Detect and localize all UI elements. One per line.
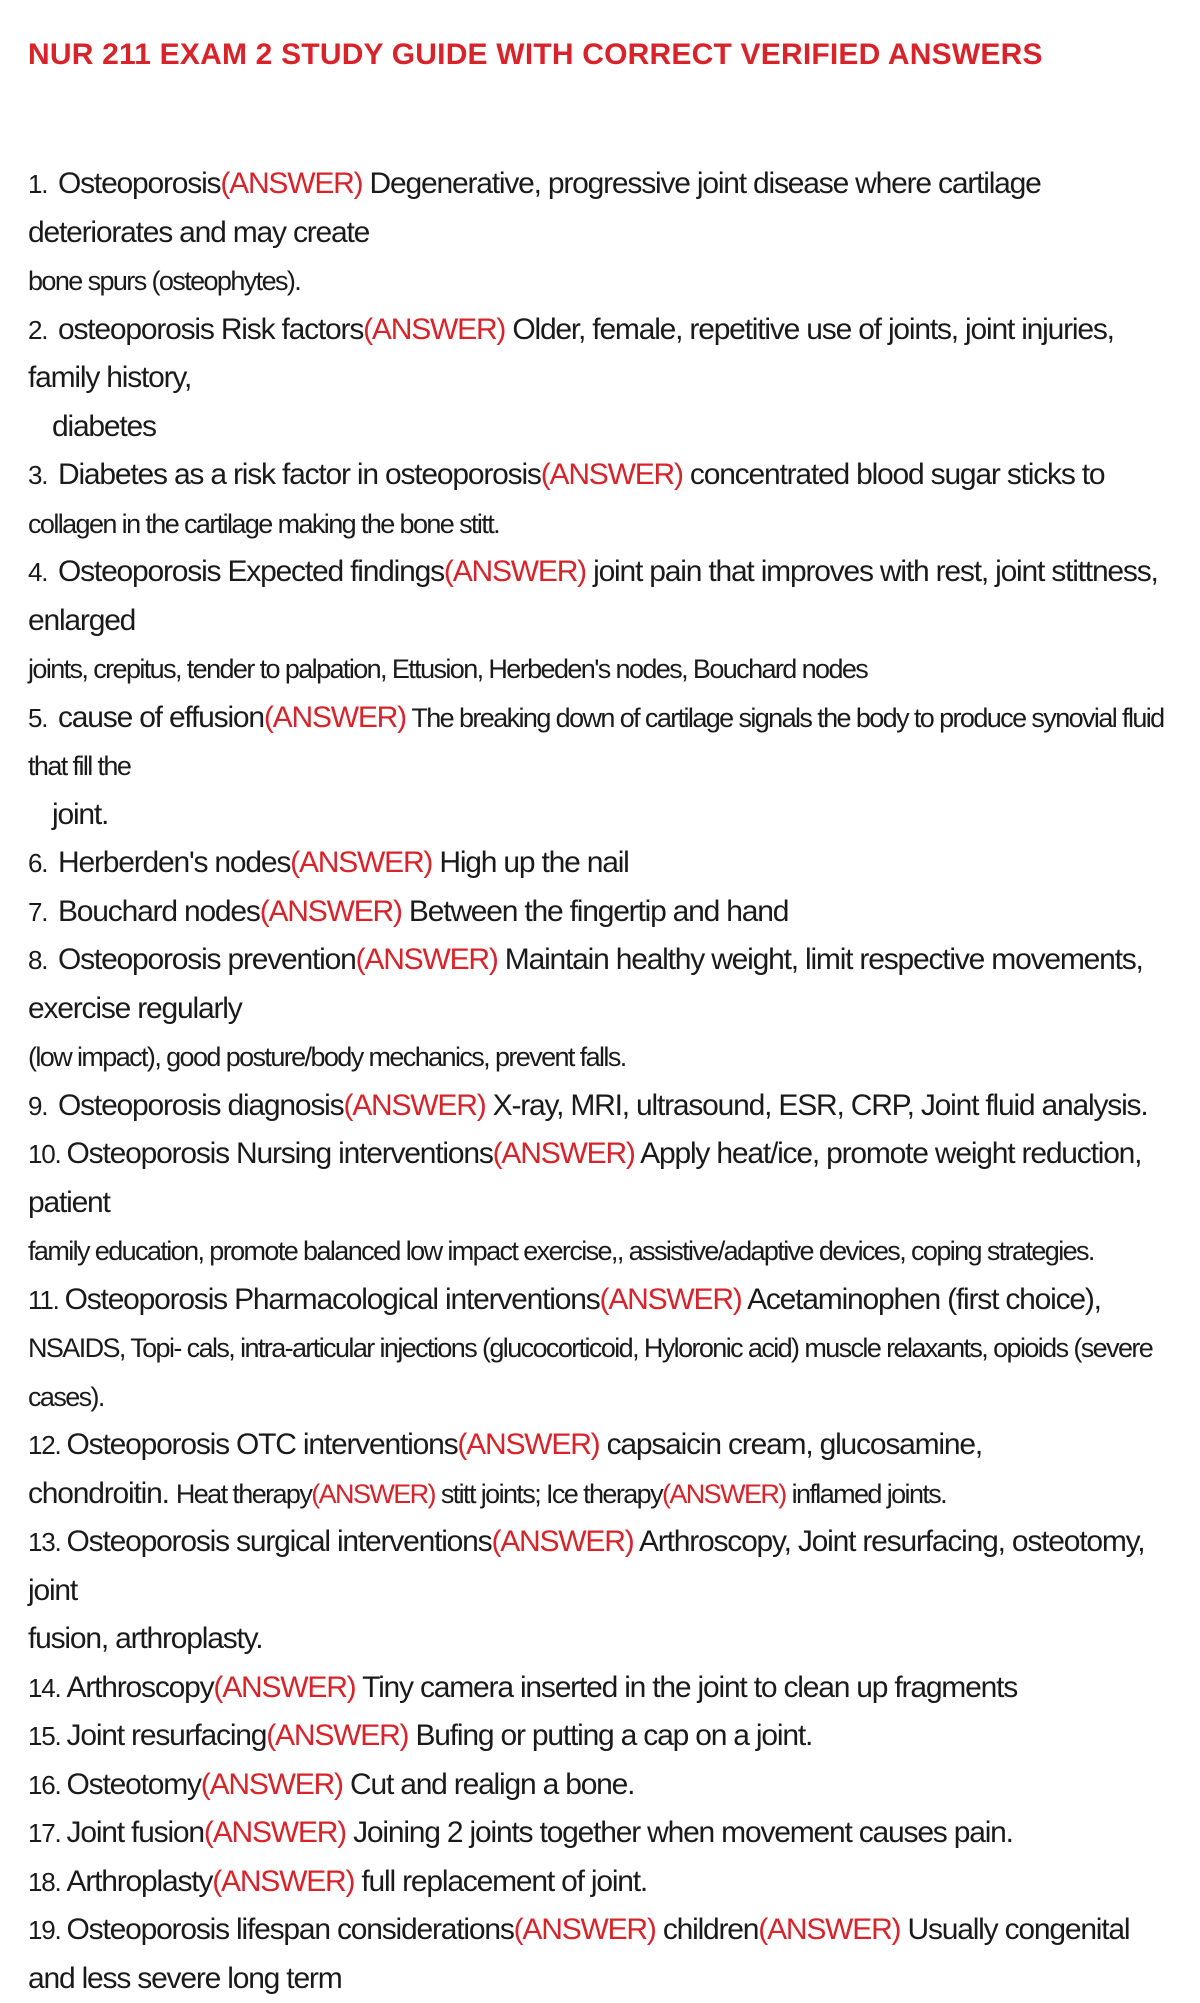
item-answer: Tiny camera inserted in the joint to clean up fragments	[355, 1670, 1018, 1704]
item-number: 14.	[28, 1672, 61, 1703]
answer-tag: (ANSWER)	[540, 458, 683, 491]
list-item	[28, 839, 1190, 888]
answer-tag: (ANSWER)	[599, 1282, 742, 1316]
heat-therapy-label: Heat therapy	[175, 1478, 312, 1509]
item-question: Joint resurfacing	[66, 1719, 267, 1752]
item-number: 16.	[28, 1769, 61, 1800]
answer-tag: (ANSWER)	[200, 1767, 343, 1801]
item-answer: Degenerative, progressive joint disease where cartilage deteriorates and may create	[28, 167, 1041, 249]
ice-therapy-answer: inflamed joints.	[785, 1478, 947, 1509]
answer-tag: (ANSWER)	[220, 167, 363, 200]
answer-tag: (ANSWER)	[443, 555, 586, 588]
item-number: 2.	[28, 314, 48, 345]
answer-tag: (ANSWER)	[259, 894, 402, 928]
list-item	[28, 1761, 1190, 1810]
item-answer: full replacement of joint.	[354, 1864, 648, 1898]
item-number: 13.	[28, 1527, 61, 1557]
answer-tag: (ANSWER)	[266, 1719, 409, 1752]
list-item	[28, 936, 1190, 1082]
item-number: 11.	[28, 1284, 59, 1315]
item-answer-cont: fusion, arthroplasty.	[28, 1622, 263, 1655]
item-answer: Apply heat/ice, promote weight reduction, patient	[28, 1137, 1142, 1219]
answer-tag: (ANSWER)	[492, 1137, 635, 1170]
page-title: NUR 211 EXAM 2 STUDY GUIDE WITH CORRECT VERIFIED ANSWERS	[28, 38, 1043, 71]
list-item	[28, 1906, 1190, 2003]
item-question: Osteotomy	[66, 1767, 201, 1801]
item-answer: capsaicin cream, glucosamine,	[599, 1428, 982, 1461]
item-answer: Arthroscopy, Joint resurfacing, osteotomy, joint	[28, 1525, 1145, 1607]
answer-tag: (ANSWER)	[290, 846, 433, 879]
list-item	[28, 306, 1190, 452]
item-answer: Older, female, repetitive use of joints, joint injuries, family history,	[28, 312, 1114, 394]
study-list	[28, 160, 1190, 2003]
list-item	[28, 1276, 1190, 1422]
item-answer-cont: (low impact), good posture/body mechanics, prevent falls.	[28, 1042, 626, 1072]
item-number: 10.	[28, 1139, 61, 1169]
item-answer-extra: Usually congenital	[900, 1913, 1130, 1946]
item-question: Osteoporosis diagnosis	[58, 1088, 344, 1122]
item-number: 18.	[28, 1866, 61, 1897]
item-number: 1.	[28, 169, 48, 199]
item-answer: concentrated blood sugar sticks to	[682, 458, 1105, 491]
item-question: Osteoporosis Expected findings	[58, 555, 444, 588]
item-answer: Acetaminophen (first choice),	[741, 1282, 1101, 1316]
item-question: Arthroscopy	[66, 1670, 214, 1704]
item-answer: Maintain healthy weight, limit respective movements, exercise regularly	[28, 943, 1143, 1025]
item-number: 8.	[28, 945, 48, 975]
list-item	[28, 548, 1190, 694]
item-answer: Bufing or putting a cap on a joint.	[408, 1719, 813, 1752]
item-question: Osteoporosis Nursing interventions	[66, 1137, 493, 1170]
answer-tag: (ANSWER)	[491, 1525, 634, 1558]
item-number: 3.	[28, 460, 48, 490]
item-question: Osteoporosis Pharmacological interventions	[64, 1282, 600, 1316]
list-item	[28, 160, 1190, 306]
item-question: Osteoporosis	[58, 167, 221, 200]
item-answer-cont: joints, crepitus, tender to palpation, Ettusion, Herbeden's nodes, Bouchard nodes	[28, 654, 868, 684]
answer-tag: (ANSWER)	[203, 1816, 346, 1849]
item-question: Arthroplasty	[66, 1864, 213, 1898]
item-answer: Between the fingertip and hand	[401, 894, 789, 928]
item-answer: Joining 2 joints together when movement causes pain.	[345, 1816, 1013, 1849]
item-answer: Cut and realign a bone.	[342, 1767, 635, 1801]
answer-tag: (ANSWER)	[212, 1864, 355, 1898]
item-answer-cont: joint.	[52, 797, 109, 831]
item-answer-cont: family education, promote balanced low impact exercise,, assistive/adaptive devices, coping strategies.	[28, 1236, 1094, 1266]
item-number: 9.	[28, 1090, 48, 1121]
item-question: Joint fusion	[66, 1816, 204, 1849]
item-answer-cont: collagen in the cartilage making the bone stitt.	[28, 508, 500, 539]
item-question: Osteoporosis OTC interventions	[66, 1428, 458, 1461]
item-answer-cont: bone spurs (osteophytes).	[28, 266, 301, 296]
item-answer: High up the nail	[432, 846, 629, 879]
item-number: 6.	[28, 848, 48, 878]
answer-tag: (ANSWER)	[758, 1913, 901, 1946]
item-question: cause of effusion	[58, 700, 264, 734]
answer-tag: (ANSWER)	[311, 1478, 435, 1509]
heat-therapy-answer: stitt joints; Ice therapy	[434, 1478, 662, 1509]
item-question: Bouchard nodes	[58, 894, 260, 928]
item-number: 7.	[28, 896, 48, 927]
list-item	[28, 1809, 1190, 1858]
item-number: 5.	[28, 702, 48, 733]
item-answer-cont: and less severe long term	[28, 1961, 342, 1995]
item-question: Herberden's nodes	[58, 846, 291, 879]
item-answer-cont: diabetes	[52, 409, 156, 443]
list-item	[28, 1518, 1190, 1664]
list-item	[28, 1712, 1190, 1761]
answer-tag: (ANSWER)	[263, 700, 406, 734]
list-item	[28, 888, 1190, 937]
answer-tag: (ANSWER)	[457, 1428, 600, 1461]
list-item	[28, 1082, 1190, 1131]
item-question: Osteoporosis prevention	[58, 943, 356, 976]
list-item	[28, 1664, 1190, 1713]
item-answer: children	[655, 1913, 759, 1946]
answer-tag: (ANSWER)	[343, 1088, 486, 1122]
list-item	[28, 694, 1190, 840]
item-answer: joint pain that improves with rest, joint stittness, enlarged	[28, 555, 1158, 637]
item-question: osteoporosis Risk factors	[58, 312, 364, 346]
answer-tag: (ANSWER)	[355, 943, 498, 976]
item-number: 15.	[28, 1721, 61, 1751]
list-item	[28, 1130, 1190, 1276]
item-number: 17.	[28, 1818, 61, 1848]
item-number: 12.	[28, 1430, 61, 1460]
item-number: 19.	[28, 1915, 61, 1945]
answer-tag: (ANSWER)	[513, 1913, 656, 1946]
list-item	[28, 1421, 1190, 1518]
answer-tag: (ANSWER)	[363, 312, 506, 346]
list-item	[28, 1858, 1190, 1907]
item-answer-cont: NSAIDS, Topi- cals, intra-articular injections (glucocorticoid, Hyloronic acid) muscle relaxants, opioids (severe cases).	[28, 1333, 1153, 1412]
item-question: Osteoporosis lifespan considerations	[66, 1913, 514, 1946]
item-number: 4.	[28, 557, 48, 587]
list-item	[28, 451, 1190, 548]
item-answer: X-ray, MRI, ultrasound, ESR, CRP, Joint fluid analysis.	[485, 1088, 1148, 1122]
answer-tag: (ANSWER)	[661, 1478, 786, 1509]
item-answer: The breaking down of cartilage signals the body to produce synovial fluid that fill the	[28, 702, 1164, 781]
item-answer-cont: chondroitin.	[28, 1476, 176, 1510]
item-question: Diabetes as a risk factor in osteoporosis	[58, 458, 541, 491]
answer-tag: (ANSWER)	[213, 1670, 356, 1704]
item-question: Osteoporosis surgical interventions	[66, 1525, 492, 1558]
